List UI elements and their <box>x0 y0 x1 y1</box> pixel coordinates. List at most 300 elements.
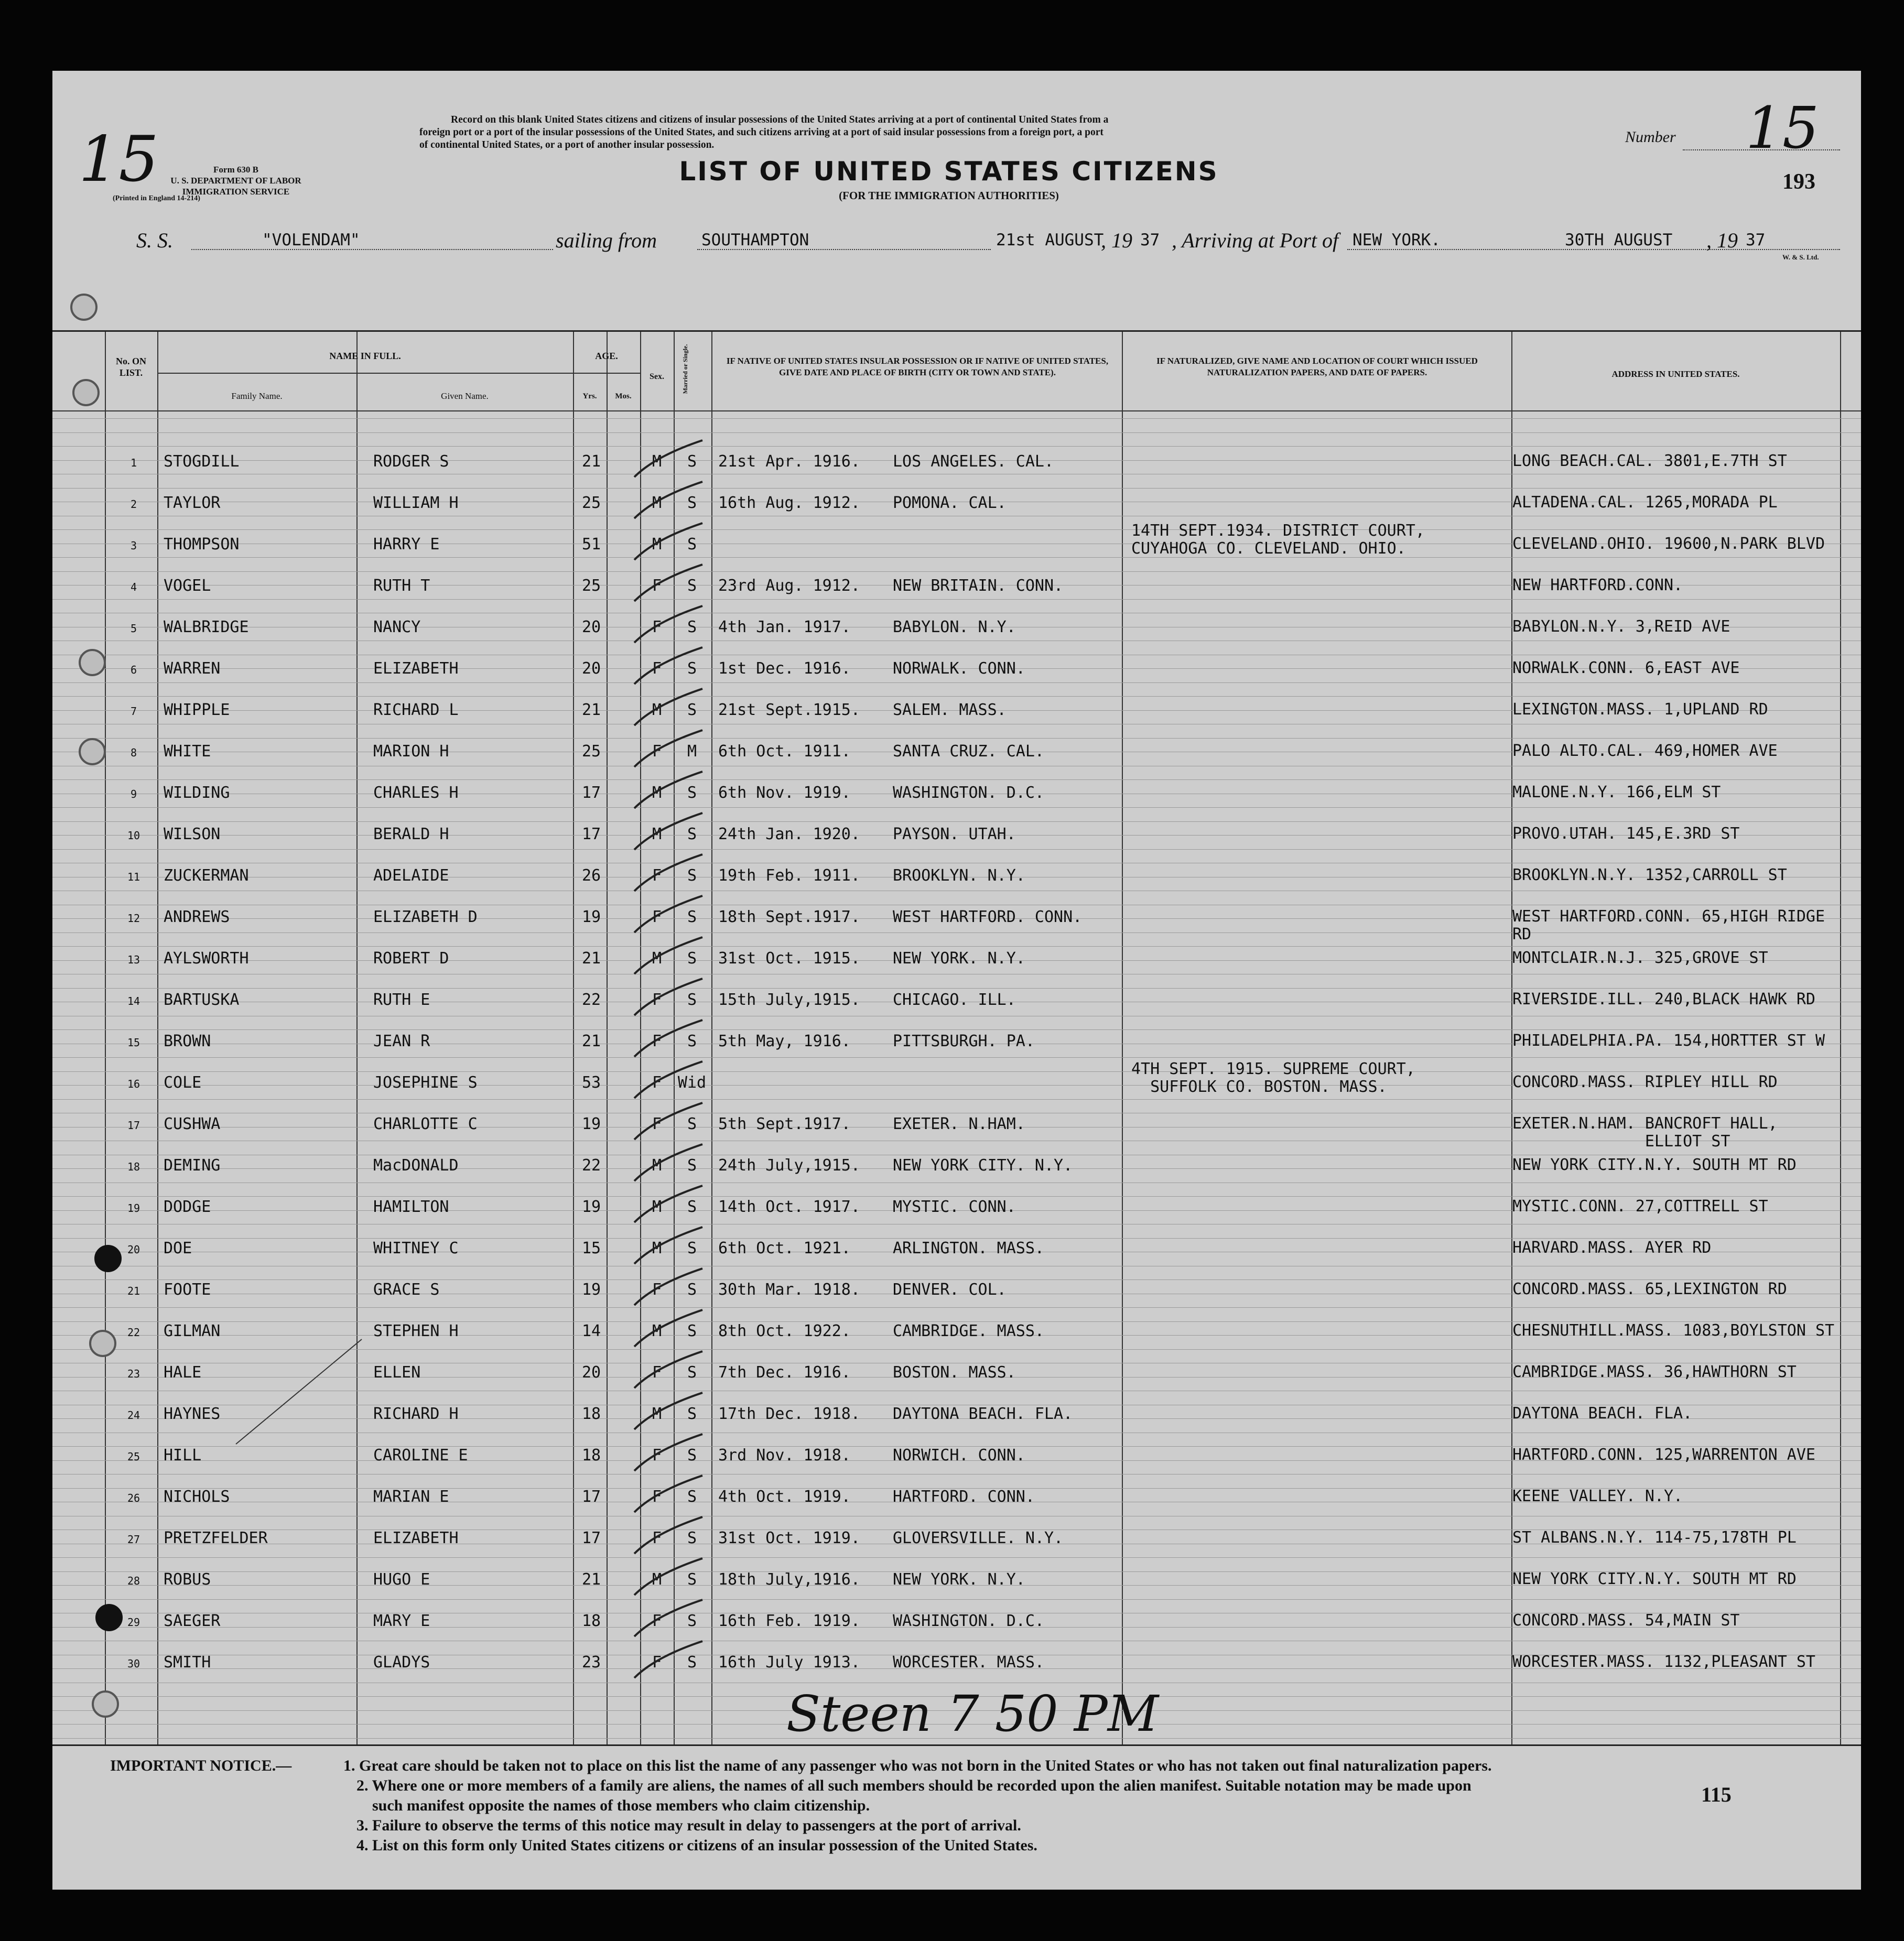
birth-place: WASHINGTON. D.C. <box>893 784 1044 802</box>
notice-heading: IMPORTANT NOTICE.— <box>110 1757 292 1774</box>
age-years: 14 <box>581 1322 601 1340</box>
sex: M <box>652 701 662 719</box>
marital-status: S <box>687 1239 697 1257</box>
birth-place: DAYTONA BEACH. FLA. <box>893 1405 1073 1423</box>
punch-hole <box>92 1690 119 1718</box>
age-years: 19 <box>581 1115 601 1133</box>
birth-place: HARTFORD. CONN. <box>893 1488 1035 1506</box>
arrival-year-prefix: , 19 <box>1706 229 1738 252</box>
sex: M <box>652 1198 662 1216</box>
age-years: 19 <box>581 908 601 926</box>
ship-prefix: S. S. <box>136 229 173 252</box>
marital-status: S <box>687 494 697 512</box>
stray-pencil-line <box>236 1339 362 1444</box>
punch-hole <box>94 1245 122 1272</box>
family-name: PRETZFELDER <box>164 1529 268 1547</box>
address: WORCESTER.MASS. 1132,PLEASANT ST <box>1512 1653 1815 1671</box>
family-name: STOGDILL <box>164 452 240 471</box>
birth-date: 7th Dec. 1916. <box>718 1363 851 1382</box>
family-name: HILL <box>164 1446 202 1465</box>
header-age: AGE. <box>595 351 618 361</box>
marital-status: S <box>687 1032 697 1050</box>
sex: F <box>652 991 662 1009</box>
birth-date: 16th Aug. 1912. <box>718 494 860 512</box>
address: MYSTIC.CONN. 27,COTTRELL ST <box>1512 1197 1768 1216</box>
address: ALTADENA.CAL. 1265,MORADA PL <box>1512 493 1778 512</box>
family-name: HAYNES <box>164 1405 221 1423</box>
arrival-port: NEW YORK. <box>1353 231 1441 250</box>
check-mark <box>634 1641 702 1678</box>
header-birth: IF NATIVE OF UNITED STATES INSULAR POSSESSION OR IF NATIVE OF UNITED STATES, GIVE DATE AND PLACE OF BIRTH (CITY OR TOWN AND STATE). <box>726 356 1109 377</box>
birth-place: WORCESTER. MASS. <box>893 1653 1044 1672</box>
row-number: 30 <box>127 1657 140 1670</box>
family-name: COLE <box>164 1073 202 1092</box>
age-years: 22 <box>581 1156 601 1175</box>
header-married-or-single: Married or Single. <box>681 344 689 394</box>
notice-item-4: 4. List on this form only United States citizens or citizens of an insular possession of the United States. <box>356 1837 1037 1854</box>
notice-item-2b: such manifest opposite the names of those members who claim citizenship. <box>372 1797 870 1814</box>
family-name: GILMAN <box>164 1322 221 1340</box>
address: LONG BEACH.CAL. 3801,E.7TH ST <box>1512 452 1787 470</box>
given-name: ELIZABETH <box>373 1529 459 1547</box>
given-name: CAROLINE E <box>373 1446 468 1465</box>
family-name: THOMPSON <box>164 535 240 554</box>
check-mark <box>634 523 702 560</box>
family-name: TAYLOR <box>164 494 221 512</box>
age-years: 18 <box>581 1405 601 1423</box>
header-sex: Sex. <box>650 372 664 381</box>
age-years: 51 <box>581 535 601 554</box>
sex: F <box>652 908 662 926</box>
family-name: WILSON <box>164 825 221 843</box>
page-title: LIST OF UNITED STATES CITIZENS <box>679 156 1219 187</box>
age-years: 18 <box>581 1612 601 1630</box>
birth-place: NORWICH. CONN. <box>893 1446 1025 1465</box>
header-mos: Mos. <box>615 392 632 400</box>
address: PROVO.UTAH. 145,E.3RD ST <box>1512 825 1740 843</box>
family-name: BARTUSKA <box>164 991 240 1009</box>
given-name: ROBERT D <box>373 949 449 968</box>
marital-status: S <box>687 1653 697 1672</box>
manifest-page <box>52 71 1861 1890</box>
sex: F <box>652 1073 662 1092</box>
given-name: MARIAN E <box>373 1488 449 1506</box>
row-number: 28 <box>127 1575 140 1587</box>
address: ST ALBANS.N.Y. 114-75,178TH PL <box>1512 1528 1797 1547</box>
row-number: 16 <box>127 1078 140 1090</box>
given-name: MARY E <box>373 1612 430 1630</box>
sex: M <box>652 1405 662 1423</box>
record-line-1: Record on this blank United States citizens and citizens of insular possessions of the United States arriving at a port of continental United States from a <box>451 114 1109 125</box>
check-mark <box>634 1061 702 1098</box>
naturalization-court: 4TH SEPT. 1915. SUPREME COURT, SUFFOLK CO. BOSTON. MASS. <box>1131 1060 1415 1096</box>
family-name: AYLSWORTH <box>164 949 249 968</box>
check-mark <box>634 1020 702 1057</box>
arrival-year: 37 <box>1746 231 1766 250</box>
birth-place: GLOVERSVILLE. N.Y. <box>893 1529 1064 1547</box>
birth-date: 1st Dec. 1916. <box>718 659 851 678</box>
sex: M <box>652 784 662 802</box>
ship-name: "VOLENDAM" <box>262 231 360 250</box>
birth-date: 5th Sept.1917. <box>718 1115 851 1133</box>
check-mark <box>634 1310 702 1347</box>
given-name: BERALD H <box>373 825 449 843</box>
check-mark <box>634 1476 702 1512</box>
marital-status: S <box>687 991 697 1009</box>
family-name: FOOTE <box>164 1281 211 1299</box>
address: PHILADELPHIA.PA. 154,HORTTER ST W <box>1512 1032 1825 1050</box>
address: HARTFORD.CONN. 125,WARRENTON AVE <box>1512 1446 1815 1464</box>
naturalization-court: 14TH SEPT.1934. DISTRICT COURT, CUYAHOGA CO. CLEVELAND. OHIO. <box>1131 522 1425 558</box>
sex: F <box>652 1032 662 1050</box>
address: NEW YORK CITY.N.Y. SOUTH MT RD <box>1512 1570 1797 1588</box>
header-naturalized: IF NATURALIZED, GIVE NAME AND LOCATION OF COURT WHICH ISSUED NATURALIZATION PAPERS, AND DATE OF PAPERS. <box>1156 356 1478 377</box>
check-mark <box>634 896 702 932</box>
marital-status: S <box>687 825 697 843</box>
age-years: 21 <box>581 1032 601 1050</box>
marital-status: S <box>687 866 697 885</box>
address: CONCORD.MASS. 65,LEXINGTON RD <box>1512 1280 1787 1298</box>
given-name: JEAN R <box>373 1032 430 1050</box>
marital-status: S <box>687 908 697 926</box>
birth-place: WASHINGTON. D.C. <box>893 1612 1044 1630</box>
header-no-on-list: No. ON LIST. <box>116 356 146 378</box>
address: CONCORD.MASS. RIPLEY HILL RD <box>1512 1073 1778 1091</box>
sex: F <box>652 1363 662 1382</box>
check-mark <box>634 1103 702 1140</box>
page-number: 193 <box>1782 170 1815 194</box>
row-number: 1 <box>130 457 137 469</box>
sex: F <box>652 1281 662 1299</box>
address: MONTCLAIR.N.J. 325,GROVE ST <box>1512 949 1768 967</box>
sex: F <box>652 659 662 678</box>
marital-status: S <box>687 535 697 554</box>
birth-place: SALEM. MASS. <box>893 701 1007 719</box>
form-number: Form 630 B <box>213 165 258 175</box>
marital-status: S <box>687 1363 697 1382</box>
birth-date: 6th Nov. 1919. <box>718 784 851 802</box>
marital-status: S <box>687 949 697 968</box>
row-number: 10 <box>127 829 140 842</box>
given-name: ELLEN <box>373 1363 421 1382</box>
family-name: VOGEL <box>164 577 211 595</box>
given-name: HARRY E <box>373 535 440 554</box>
age-years: 25 <box>581 577 601 595</box>
birth-place: SANTA CRUZ. CAL. <box>893 742 1044 761</box>
birth-date: 24th July,1915. <box>718 1156 860 1175</box>
check-mark <box>634 1558 702 1595</box>
birth-date: 14th Oct. 1917. <box>718 1198 860 1216</box>
row-number: 15 <box>127 1036 140 1049</box>
age-years: 17 <box>581 825 601 843</box>
number-value: 15 <box>1746 94 1819 161</box>
check-mark <box>634 565 702 601</box>
age-years: 15 <box>581 1239 601 1257</box>
check-mark <box>634 1600 702 1636</box>
marital-status: Wid <box>677 1073 707 1092</box>
family-name: SMITH <box>164 1653 211 1672</box>
address: KEENE VALLEY. N.Y. <box>1512 1487 1683 1505</box>
age-years: 20 <box>581 1363 601 1382</box>
marital-status: S <box>687 1156 697 1175</box>
check-marks <box>52 71 1861 1890</box>
birth-date: 24th Jan. 1920. <box>718 825 860 843</box>
birth-date: 5th May, 1916. <box>718 1032 851 1050</box>
birth-place: PITTSBURGH. PA. <box>893 1032 1035 1050</box>
birth-place: EXETER. N.HAM. <box>893 1115 1025 1133</box>
sailing-port: SOUTHAMPTON <box>701 231 809 250</box>
family-name: WARREN <box>164 659 221 678</box>
check-mark <box>634 979 702 1015</box>
birth-date: 15th July,1915. <box>718 991 860 1009</box>
given-name: ADELAIDE <box>373 866 449 885</box>
sex: F <box>652 618 662 636</box>
row-number: 18 <box>127 1161 140 1173</box>
birth-date: 30th Mar. 1918. <box>718 1281 860 1299</box>
birth-date: 17th Dec. 1918. <box>718 1405 860 1423</box>
notice-item-3: 3. Failure to observe the terms of this notice may result in delay to passengers at the port of arrival. <box>356 1817 1021 1834</box>
birth-date: 18th Sept.1917. <box>718 908 860 926</box>
given-name: RICHARD L <box>373 701 459 719</box>
check-mark <box>634 730 702 767</box>
family-name: WHIPPLE <box>164 701 230 719</box>
family-name: DODGE <box>164 1198 211 1216</box>
family-name: WHITE <box>164 742 211 761</box>
sex: M <box>652 1239 662 1257</box>
age-years: 53 <box>581 1073 601 1092</box>
sex: M <box>652 825 662 843</box>
row-number: 7 <box>130 705 137 718</box>
age-years: 19 <box>581 1198 601 1216</box>
age-years: 21 <box>581 701 601 719</box>
row-number: 13 <box>127 953 140 966</box>
address: CLEVELAND.OHIO. 19600,N.PARK BLVD <box>1512 535 1825 553</box>
sex: M <box>652 452 662 471</box>
row-number: 11 <box>127 871 140 883</box>
row-number: 27 <box>127 1533 140 1546</box>
address: EXETER.N.HAM. BANCROFT HALL, ELLIOT ST <box>1512 1114 1778 1151</box>
birth-place: DENVER. COL. <box>893 1281 1007 1299</box>
age-years: 17 <box>581 1529 601 1547</box>
birth-place: POMONA. CAL. <box>893 494 1007 512</box>
birth-place: WEST HARTFORD. CONN. <box>893 908 1083 926</box>
marital-status: S <box>687 1281 697 1299</box>
given-name: GRACE S <box>373 1281 440 1299</box>
row-number: 23 <box>127 1368 140 1380</box>
sailing-year-prefix: , 19 <box>1101 229 1132 252</box>
sex: F <box>652 1653 662 1672</box>
check-mark <box>634 854 702 891</box>
check-mark <box>634 440 702 477</box>
given-name: RUTH T <box>373 577 430 595</box>
marital-status: S <box>687 659 697 678</box>
given-name: CHARLES H <box>373 784 459 802</box>
age-years: 21 <box>581 1570 601 1589</box>
birth-date: 16th Feb. 1919. <box>718 1612 860 1630</box>
department-name: U. S. DEPARTMENT OF LABOR <box>170 176 301 186</box>
address: NORWALK.CONN. 6,EAST AVE <box>1512 659 1740 677</box>
family-name: DEMING <box>164 1156 221 1175</box>
record-line-3: of continental United States, or a port of another insular possession. <box>419 139 715 150</box>
given-name: WILLIAM H <box>373 494 459 512</box>
birth-place: BABYLON. N.Y. <box>893 618 1016 636</box>
marital-status: S <box>687 1612 697 1630</box>
address: HARVARD.MASS. AYER RD <box>1512 1239 1712 1257</box>
sailing-year: 37 <box>1140 231 1160 250</box>
birth-date: 21st Sept.1915. <box>718 701 860 719</box>
handwritten-list-number: 15 <box>79 123 159 196</box>
age-years: 19 <box>581 1281 601 1299</box>
birth-date: 3rd Nov. 1918. <box>718 1446 851 1465</box>
birth-date: 23rd Aug. 1912. <box>718 577 860 595</box>
check-mark <box>634 1144 702 1181</box>
punch-hole <box>89 1330 116 1357</box>
sex: F <box>652 577 662 595</box>
row-number: 4 <box>130 581 137 593</box>
punch-hole <box>95 1604 123 1631</box>
birth-place: CAMBRIDGE. MASS. <box>893 1322 1044 1340</box>
sex: F <box>652 866 662 885</box>
birth-date: 16th July 1913. <box>718 1653 860 1672</box>
check-mark <box>634 772 702 808</box>
birth-place: LOS ANGELES. CAL. <box>893 452 1054 471</box>
address: BROOKLYN.N.Y. 1352,CARROLL ST <box>1512 866 1787 884</box>
age-years: 25 <box>581 742 601 761</box>
row-number: 17 <box>127 1119 140 1132</box>
check-mark <box>634 1351 702 1388</box>
sex: M <box>652 1570 662 1589</box>
address: NEW YORK CITY.N.Y. SOUTH MT RD <box>1512 1156 1797 1174</box>
sex: M <box>652 535 662 554</box>
row-number: 22 <box>127 1326 140 1339</box>
family-name: WALBRIDGE <box>164 618 249 636</box>
birth-place: PAYSON. UTAH. <box>893 825 1016 843</box>
marital-status: S <box>687 1405 697 1423</box>
birth-date: 6th Oct. 1911. <box>718 742 851 761</box>
record-line-2: foreign port or a port of the insular possessions of the United States, and such citizens arriving at a port of said insular possessions from a foreign port, a port <box>419 127 1104 138</box>
given-name: ELIZABETH D <box>373 908 478 926</box>
row-number: 8 <box>130 746 137 759</box>
row-number: 26 <box>127 1492 140 1504</box>
address: PALO ALTO.CAL. 469,HOMER AVE <box>1512 742 1778 760</box>
check-mark <box>634 1393 702 1429</box>
family-name: CUSHWA <box>164 1115 221 1133</box>
marital-status: S <box>687 618 697 636</box>
printed-note: (Printed in England 14-214) <box>113 194 200 202</box>
marital-status: S <box>687 452 697 471</box>
given-name: RUTH E <box>373 991 430 1009</box>
given-name: MacDONALD <box>373 1156 459 1175</box>
row-number: 24 <box>127 1409 140 1422</box>
sex: F <box>652 1115 662 1133</box>
birth-date: 21st Apr. 1916. <box>718 452 860 471</box>
address: CAMBRIDGE.MASS. 36,HAWTHORN ST <box>1512 1363 1797 1381</box>
address: LEXINGTON.MASS. 1,UPLAND RD <box>1512 700 1768 719</box>
punch-hole <box>70 294 98 321</box>
birth-date: 19th Feb. 1911. <box>718 866 860 885</box>
family-name: WILDING <box>164 784 230 802</box>
birth-place: NEW YORK. N.Y. <box>893 949 1025 968</box>
row-number: 20 <box>127 1243 140 1256</box>
given-name: HUGO E <box>373 1570 430 1589</box>
page-subtitle: (FOR THE IMMIGRATION AUTHORITIES) <box>839 189 1059 202</box>
given-name: CHARLOTTE C <box>373 1115 478 1133</box>
family-name: ANDREWS <box>164 908 230 926</box>
family-name: HALE <box>164 1363 202 1382</box>
sex: F <box>652 1446 662 1465</box>
age-years: 25 <box>581 494 601 512</box>
address: BABYLON.N.Y. 3,REID AVE <box>1512 617 1730 636</box>
header-family-name: Family Name. <box>231 391 283 401</box>
row-number: 2 <box>130 498 137 511</box>
row-number: 6 <box>130 664 137 676</box>
marital-status: S <box>687 1446 697 1465</box>
family-name: ZUCKERMAN <box>164 866 249 885</box>
age-years: 20 <box>581 659 601 678</box>
birth-place: BROOKLYN. N.Y. <box>893 866 1025 885</box>
birth-date: 4th Jan. 1917. <box>718 618 851 636</box>
sex: F <box>652 742 662 761</box>
check-mark <box>634 1434 702 1471</box>
family-name: BROWN <box>164 1032 211 1050</box>
sex: F <box>652 1612 662 1630</box>
marital-status: S <box>687 1529 697 1547</box>
marital-status: S <box>687 784 697 802</box>
age-years: 21 <box>581 452 601 471</box>
check-mark <box>634 689 702 725</box>
sex: M <box>652 1322 662 1340</box>
number-label: Number <box>1625 128 1676 146</box>
given-name: ELIZABETH <box>373 659 459 678</box>
age-years: 23 <box>581 1653 601 1672</box>
row-number: 14 <box>127 995 140 1007</box>
handwritten-signature: Steen 7 50 PM <box>786 1685 1159 1743</box>
address: NEW HARTFORD.CONN. <box>1512 576 1683 594</box>
given-name: WHITNEY C <box>373 1239 459 1257</box>
sex: M <box>652 949 662 968</box>
birth-place: NEW BRITAIN. CONN. <box>893 577 1064 595</box>
given-name: MARION H <box>373 742 449 761</box>
birth-date: 8th Oct. 1922. <box>718 1322 851 1340</box>
birth-date: 4th Oct. 1919. <box>718 1488 851 1506</box>
row-number: 21 <box>127 1285 140 1297</box>
notice-item-2a: 2. Where one or more members of a family are aliens, the names of all such members should be recorded upon the alien manifest. Suitable notation may be made upon <box>356 1777 1472 1794</box>
check-mark <box>634 813 702 850</box>
age-years: 18 <box>581 1446 601 1465</box>
birth-place: NEW YORK CITY. N.Y. <box>893 1156 1073 1175</box>
sex: F <box>652 1488 662 1506</box>
given-name: JOSEPHINE S <box>373 1073 478 1092</box>
birth-place: MYSTIC. CONN. <box>893 1198 1016 1216</box>
birth-date: 31st Oct. 1919. <box>718 1529 860 1547</box>
check-mark <box>634 937 702 974</box>
header-name-in-full: NAME IN FULL. <box>329 351 401 361</box>
check-mark <box>634 1186 702 1222</box>
sex: F <box>652 1529 662 1547</box>
row-number: 3 <box>130 539 137 552</box>
header-yrs: Yrs. <box>582 392 597 400</box>
check-mark <box>634 647 702 684</box>
arrival-date: 30TH AUGUST <box>1565 231 1673 250</box>
sex: M <box>652 494 662 512</box>
check-mark <box>634 1227 702 1264</box>
service-name: IMMIGRATION SERVICE <box>182 187 290 197</box>
birth-place: NORWALK. CONN. <box>893 659 1025 678</box>
marital-status: S <box>687 1115 697 1133</box>
age-years: 17 <box>581 1488 601 1506</box>
address: WEST HARTFORD.CONN. 65,HIGH RIDGE RD <box>1512 907 1825 944</box>
punch-hole <box>79 738 106 765</box>
